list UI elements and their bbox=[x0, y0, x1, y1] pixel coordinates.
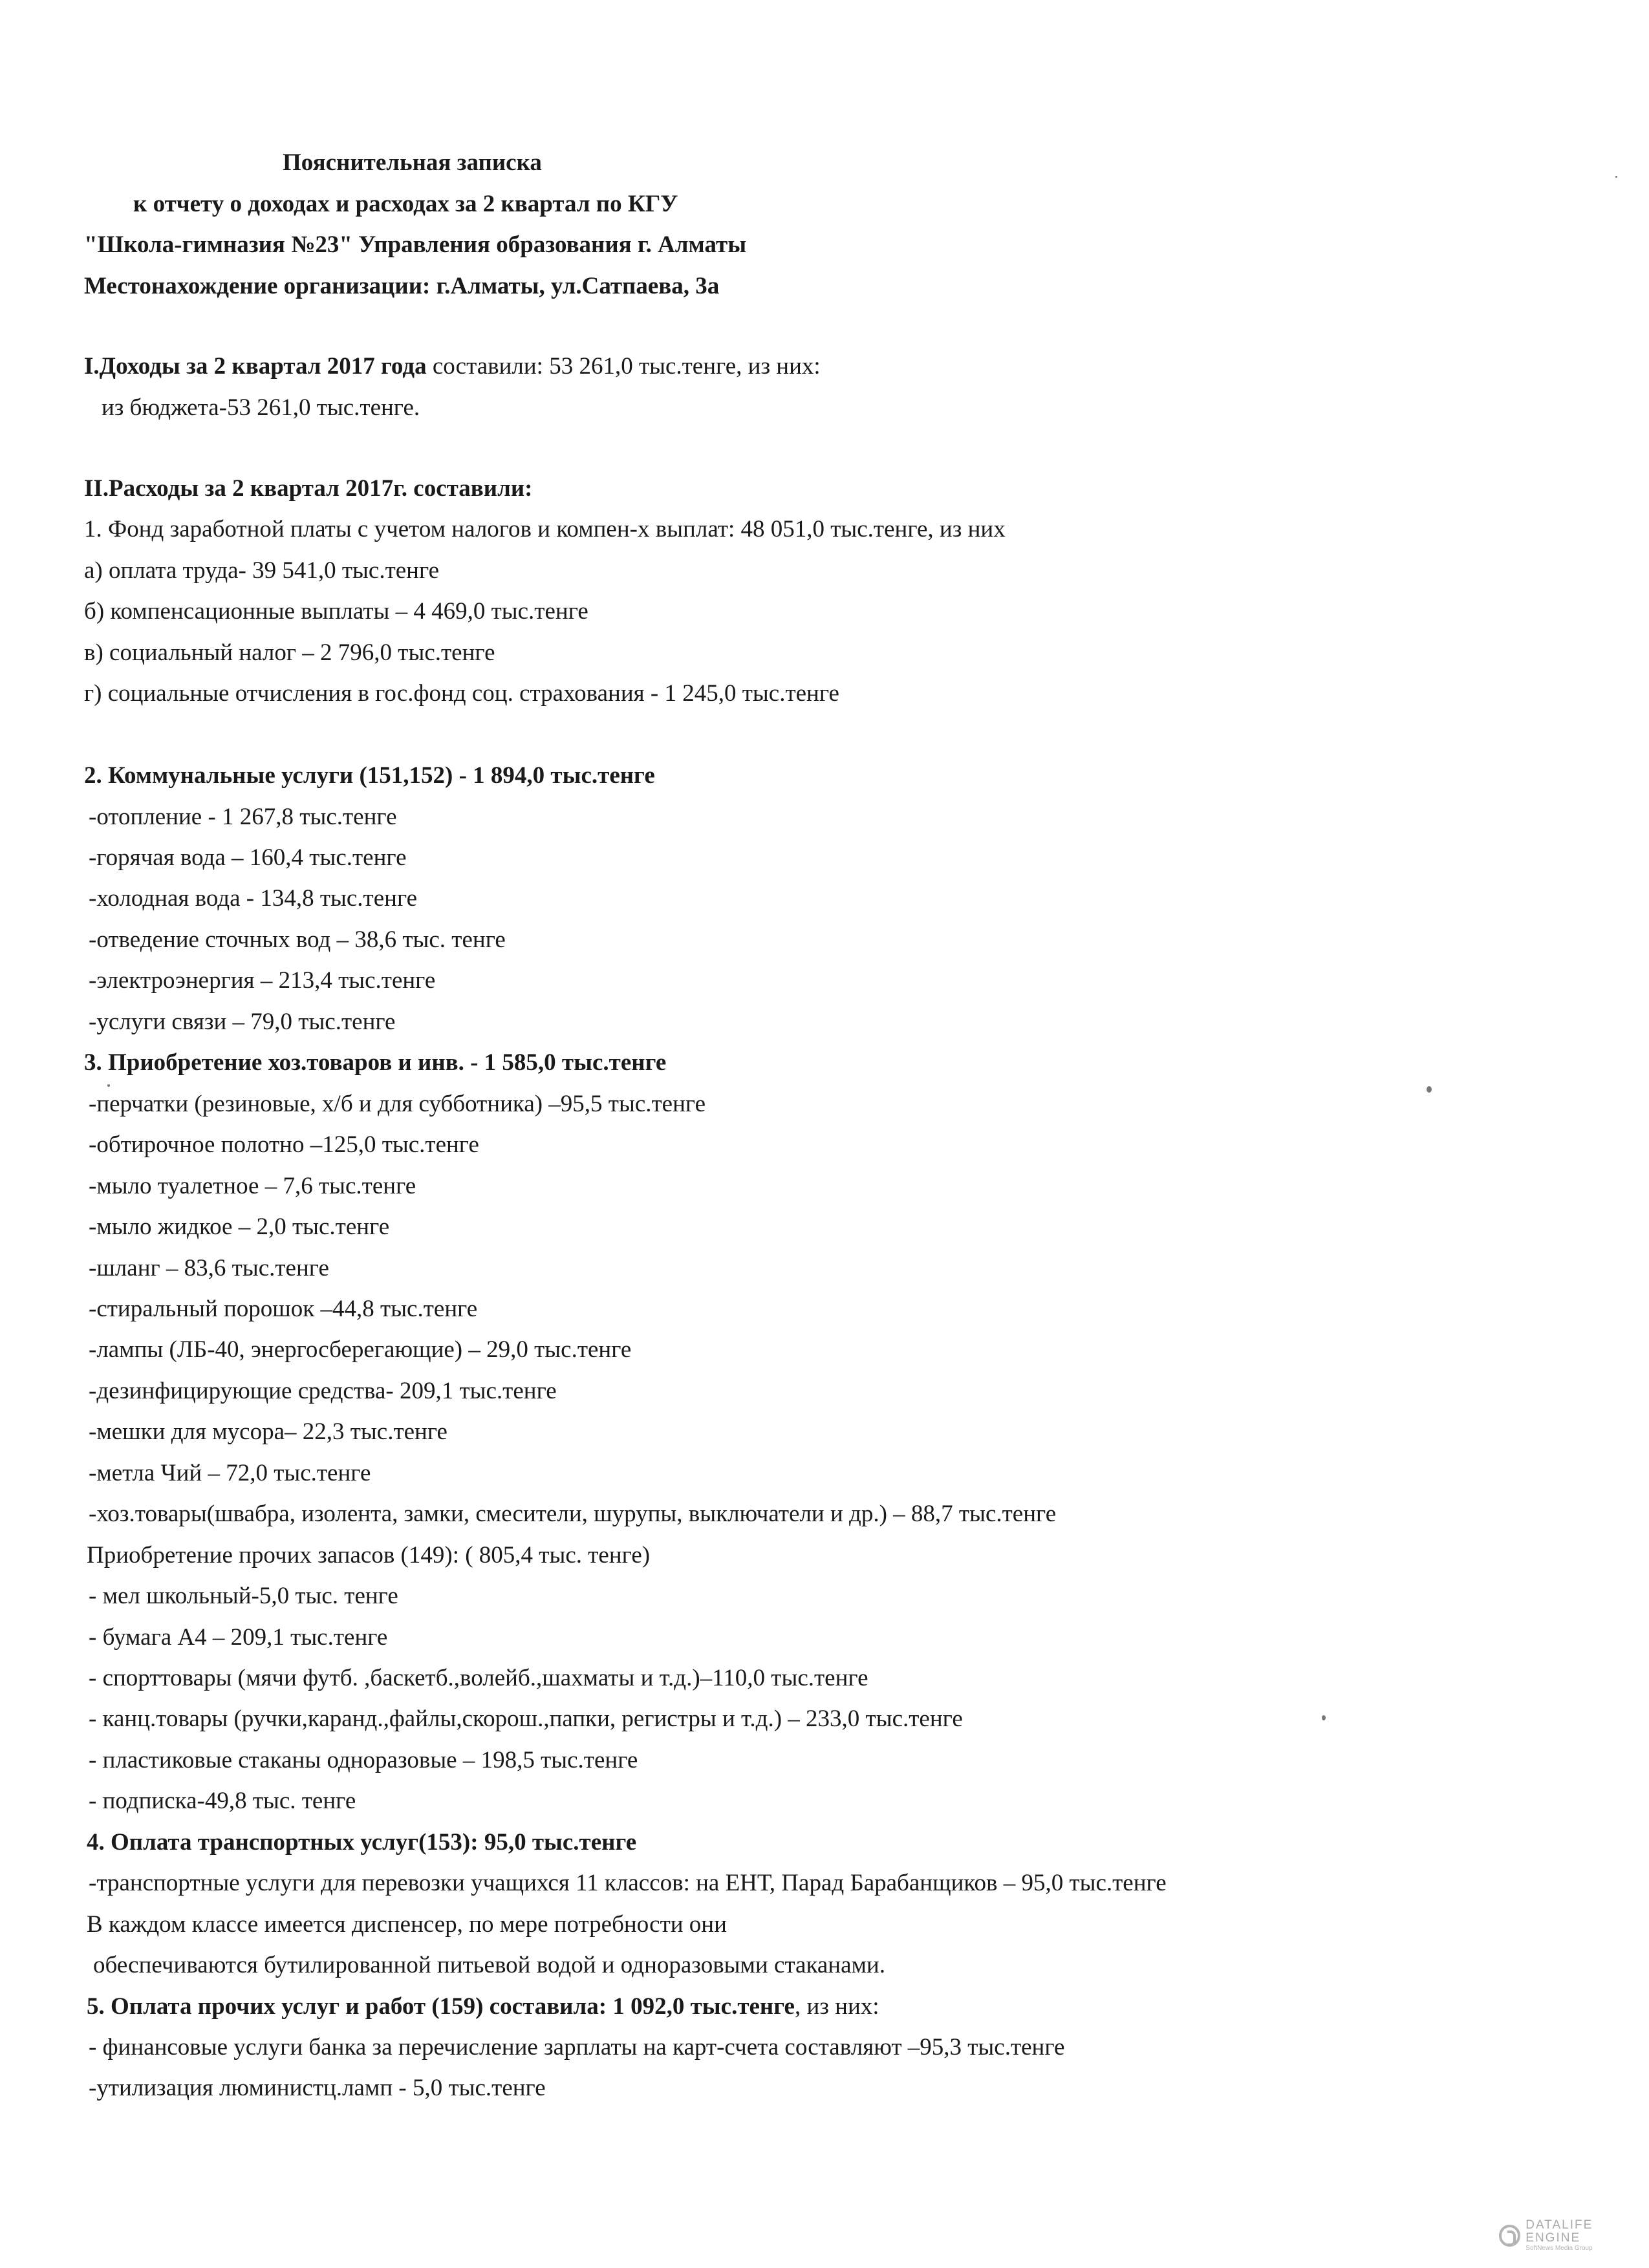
list-item: обеспечиваются бутилированной питьевой водой и одноразовыми стаканами. bbox=[93, 1952, 885, 1978]
list-item: - мел школьный-5,0 тыс. тенге bbox=[89, 1583, 398, 1609]
list-item: - финансовые услуги банка за перечисление зарплаты на карт-счета составляют –95,3 тыс.тенге bbox=[89, 2034, 1065, 2060]
other-services-title-rest: , из них: bbox=[794, 1993, 879, 2020]
list-item: - спорттовары (мячи футб. ,баскетб.,волейб.,шахматы и т.д.)–110,0 тыс.тенге bbox=[89, 1665, 868, 1691]
list-item: -перчатки (резиновые, х/б и для субботника) –95,5 тыс.тенге bbox=[89, 1091, 706, 1117]
organization-location: Местонахождение организации: г.Алматы, ул.Сатпаева, 3а bbox=[84, 273, 720, 299]
list-item: -стиральный порошок –44,8 тыс.тенге bbox=[89, 1296, 478, 1322]
list-item: г) социальные отчисления в гос.фонд соц. страхования - 1 245,0 тыс.тенге bbox=[84, 680, 839, 707]
income-budget: из бюджета-53 261,0 тыс.тенге. bbox=[102, 394, 420, 421]
list-item: -отопление - 1 267,8 тыс.тенге bbox=[89, 804, 397, 830]
list-item: -утилизация люминистц.ламп - 5,0 тыс.тенге bbox=[89, 2075, 546, 2101]
list-item: - пластиковые стаканы одноразовые – 198,5 тыс.тенге bbox=[89, 1747, 638, 1773]
list-item: -мешки для мусора– 22,3 тыс.тенге bbox=[89, 1418, 447, 1445]
household-title: 3. Приобретение хоз.товаров и инв. - 1 585,0 тыс.тенге bbox=[84, 1049, 667, 1076]
transport-title: 4. Оплата транспортных услуг(153): 95,0 тыс.тенге bbox=[87, 1829, 637, 1856]
other-services-title-colon: : 1 092,0 тыс.тенге bbox=[598, 1993, 795, 2020]
list-item: -холодная вода - 134,8 тыс.тенге bbox=[89, 885, 418, 912]
list-item: -электроэнергия – 213,4 тыс.тенге bbox=[89, 967, 436, 994]
datalife-logo-icon bbox=[1499, 2225, 1520, 2247]
scan-speck bbox=[107, 1084, 110, 1087]
list-item: -хоз.товары(швабра, изолента, замки, смесители, шурупы, выключатели и др.) – 88,7 тыс.тенге bbox=[89, 1501, 1057, 1527]
other-services-title bbox=[87, 1993, 879, 2021]
list-item: - бумага А4 – 209,1 тыс.тенге bbox=[89, 1624, 388, 1651]
list-item: -горячая вода – 160,4 тыс.тенге bbox=[89, 844, 407, 871]
income-heading-bold: I.Доходы за 2 квартал 2017 года bbox=[84, 353, 427, 380]
document-title: Пояснительная записка bbox=[283, 149, 542, 176]
other-supplies-title: Приобретение прочих запасов (149): ( 805,4 тыс. тенге) bbox=[87, 1542, 651, 1568]
list-item: - подписка-49,8 тыс. тенге bbox=[89, 1788, 356, 1814]
list-item: а) оплата труда- 39 541,0 тыс.тенге bbox=[84, 557, 440, 584]
payroll-title: 1. Фонд заработной платы с учетом налогов и компен-х выплат: 48 051,0 тыс.тенге, из них bbox=[84, 516, 1006, 542]
scan-speck bbox=[1427, 1086, 1432, 1093]
document-subtitle: к отчету о доходах и расходах за 2 квартал по КГУ bbox=[133, 191, 678, 217]
watermark-subtitle: SoftNews Media Group bbox=[1525, 2245, 1593, 2252]
expenses-heading: II.Расходы за 2 квартал 2017г. составили: bbox=[84, 475, 533, 502]
scan-speck bbox=[1322, 1715, 1326, 1720]
list-item: -мыло жидкое – 2,0 тыс.тенге bbox=[89, 1214, 390, 1240]
list-item: -отведение сточных вод – 38,6 тыс. тенге bbox=[89, 926, 506, 953]
list-item: -транспортные услуги для перевозки учащихся 11 классов: на ЕНТ, Парад Барабанщиков – 95,0 тыс.тенге bbox=[89, 1870, 1167, 1896]
list-item: -шланг – 83,6 тыс.тенге bbox=[89, 1255, 329, 1281]
watermark-title: DATALIFE ENGINE bbox=[1525, 2218, 1593, 2245]
income-heading bbox=[84, 352, 821, 381]
list-item: -услуги связи – 79,0 тыс.тенге bbox=[89, 1009, 396, 1035]
scan-speck bbox=[1615, 176, 1617, 178]
list-item: в) социальный налог – 2 796,0 тыс.тенге bbox=[84, 639, 495, 666]
list-item: -дезинфицирующие средства- 209,1 тыс.тенге bbox=[89, 1378, 557, 1404]
income-heading-rest: составили: 53 261,0 тыс.тенге, из них: bbox=[426, 353, 821, 380]
list-item: б) компенсационные выплаты – 4 469,0 тыс.тенге bbox=[84, 598, 588, 625]
list-item: -лампы (ЛБ-40, энергосберегающие) – 29,0 тыс.тенге bbox=[89, 1336, 632, 1363]
list-item: -мыло туалетное – 7,6 тыс.тенге bbox=[89, 1173, 416, 1199]
utilities-title: 2. Коммунальные услуги (151,152) - 1 894,0 тыс.тенге bbox=[84, 762, 655, 789]
other-services-title-bold: 5. Оплата прочих услуг и работ (159) составила bbox=[87, 1993, 599, 2020]
list-item: В каждом классе имеется диспенсер, по мере потребности они bbox=[87, 1911, 727, 1938]
list-item: -обтирочное полотно –125,0 тыс.тенге bbox=[89, 1131, 479, 1158]
organization-name: "Школа-гимназия №23" Управления образования г. Алматы bbox=[84, 231, 747, 258]
watermark bbox=[1499, 2219, 1649, 2252]
list-item: -метла Чий – 72,0 тыс.тенге bbox=[89, 1460, 371, 1486]
list-item: - канц.товары (ручки,каранд.,файлы,скорош.,папки, регистры и т.д.) – 233,0 тыс.тенге bbox=[89, 1706, 963, 1732]
